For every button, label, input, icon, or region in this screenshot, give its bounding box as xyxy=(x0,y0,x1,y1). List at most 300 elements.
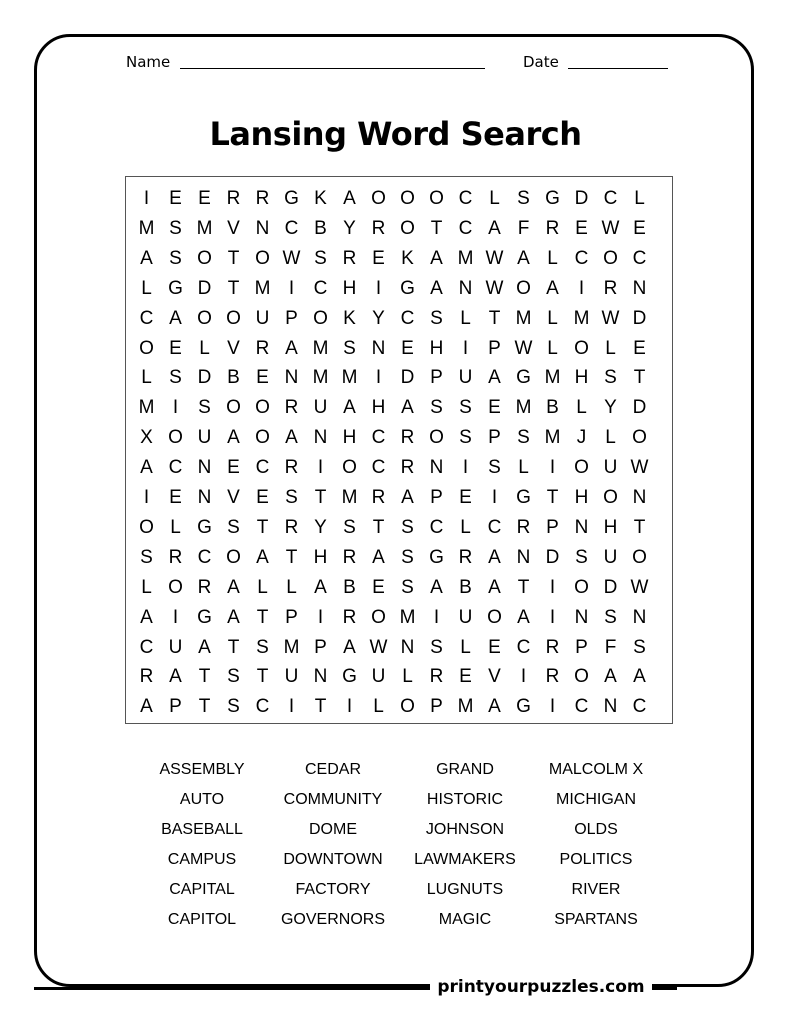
grid-cell[interactable]: C xyxy=(516,636,531,658)
grid-cell[interactable]: N xyxy=(400,636,415,658)
grid-cell[interactable]: A xyxy=(198,636,211,658)
grid-cell[interactable]: S xyxy=(140,546,153,568)
grid-cell[interactable]: G xyxy=(516,487,531,508)
grid-cell[interactable]: E xyxy=(372,247,385,269)
grid-cell[interactable]: R xyxy=(284,457,299,479)
grid-cell[interactable]: O xyxy=(255,247,270,269)
grid-cell[interactable]: P xyxy=(285,606,298,628)
grid-cell[interactable]: B xyxy=(314,217,327,239)
grid-cell[interactable]: F xyxy=(604,636,617,658)
grid-cell[interactable]: O xyxy=(371,606,386,628)
grid-cell[interactable]: N xyxy=(284,367,299,389)
grid-cell[interactable]: O xyxy=(226,546,241,568)
grid-cell[interactable]: M xyxy=(312,367,329,389)
grid-cell[interactable]: S xyxy=(575,546,588,568)
grid-cell[interactable]: N xyxy=(313,666,328,688)
grid-cell[interactable]: C xyxy=(371,427,386,449)
grid-cell[interactable]: A xyxy=(140,247,153,269)
grid-cell[interactable]: O xyxy=(429,427,444,449)
grid-cell[interactable]: U xyxy=(458,606,473,628)
grid-cell[interactable]: A xyxy=(401,487,414,508)
grid-cell[interactable]: M xyxy=(196,217,213,239)
grid-cell[interactable]: H xyxy=(429,337,444,359)
grid-cell[interactable]: D xyxy=(400,367,415,389)
grid-cell[interactable]: T xyxy=(198,666,211,688)
grid-cell[interactable]: K xyxy=(343,307,356,329)
grid-cell[interactable]: U xyxy=(458,367,473,389)
grid-cell[interactable]: M xyxy=(457,247,474,269)
grid-cell[interactable]: A xyxy=(488,367,501,389)
grid-cell[interactable]: U xyxy=(168,636,183,658)
grid-cell[interactable]: W xyxy=(601,307,620,329)
grid-cell[interactable]: A xyxy=(430,277,443,299)
grid-cell[interactable]: I xyxy=(375,367,382,389)
grid-cell[interactable]: S xyxy=(633,636,646,658)
grid-cell[interactable]: A xyxy=(343,188,356,209)
grid-cell[interactable]: I xyxy=(520,666,527,688)
grid-cell[interactable]: I xyxy=(578,277,585,299)
grid-cell[interactable]: S xyxy=(314,247,327,269)
grid-cell[interactable]: N xyxy=(603,696,618,718)
grid-cell[interactable]: A xyxy=(517,606,530,628)
grid-cell[interactable]: N xyxy=(574,516,589,538)
grid-cell[interactable]: H xyxy=(342,277,357,299)
grid-cell[interactable]: C xyxy=(574,247,589,269)
grid-cell[interactable]: C xyxy=(168,457,183,479)
grid-cell[interactable]: L xyxy=(634,188,645,209)
grid-cell[interactable]: I xyxy=(317,457,324,479)
grid-cell[interactable]: C xyxy=(371,457,386,479)
grid-cell[interactable]: C xyxy=(139,307,154,329)
grid-cell[interactable]: O xyxy=(255,397,270,419)
grid-cell[interactable]: S xyxy=(488,457,501,479)
grid-cell[interactable]: G xyxy=(168,277,183,299)
grid-cell[interactable]: U xyxy=(197,427,212,449)
grid-cell[interactable]: E xyxy=(633,337,646,359)
grid-cell[interactable]: N xyxy=(632,277,647,299)
grid-cell[interactable]: M xyxy=(544,367,561,389)
grid-cell[interactable]: T xyxy=(314,487,327,508)
grid-cell[interactable]: T xyxy=(227,277,240,299)
grid-cell[interactable]: L xyxy=(518,457,529,479)
grid-cell[interactable]: M xyxy=(515,397,532,419)
grid-cell[interactable]: L xyxy=(605,337,616,359)
grid-cell[interactable]: L xyxy=(460,307,471,329)
grid-cell[interactable]: I xyxy=(549,606,556,628)
grid-cell[interactable]: O xyxy=(226,397,241,419)
grid-cell[interactable]: N xyxy=(429,457,444,479)
grid-cell[interactable]: A xyxy=(343,636,356,658)
grid-cell[interactable]: N xyxy=(197,487,212,508)
grid-cell[interactable]: N xyxy=(574,606,589,628)
grid-cell[interactable]: M xyxy=(341,487,358,508)
grid-cell[interactable]: C xyxy=(603,188,618,209)
grid-cell[interactable]: C xyxy=(574,696,589,718)
grid-cell[interactable]: C xyxy=(255,457,270,479)
grid-cell[interactable]: N xyxy=(197,457,212,479)
grid-cell[interactable]: O xyxy=(574,666,589,688)
grid-cell[interactable]: W xyxy=(485,277,504,299)
grid-cell[interactable]: O xyxy=(342,457,357,479)
grid-cell[interactable]: S xyxy=(430,307,443,329)
grid-cell[interactable]: S xyxy=(459,427,472,449)
date-field[interactable] xyxy=(568,68,668,69)
grid-cell[interactable]: M xyxy=(515,307,532,329)
grid-cell[interactable]: A xyxy=(488,576,501,598)
grid-cell[interactable]: S xyxy=(169,217,182,239)
grid-cell[interactable]: O xyxy=(603,487,618,508)
grid-cell[interactable]: G xyxy=(516,696,531,718)
grid-cell[interactable]: A xyxy=(372,546,385,568)
grid-cell[interactable]: O xyxy=(574,457,589,479)
grid-cell[interactable]: O xyxy=(400,696,415,718)
grid-cell[interactable]: A xyxy=(140,457,153,479)
grid-cell[interactable]: A xyxy=(604,666,617,688)
grid-cell[interactable]: C xyxy=(139,636,154,658)
grid-cell[interactable]: G xyxy=(197,516,212,538)
grid-cell[interactable]: T xyxy=(314,696,327,718)
grid-cell[interactable]: L xyxy=(141,367,152,389)
grid-cell[interactable]: I xyxy=(462,457,469,479)
grid-cell[interactable]: S xyxy=(198,397,211,419)
grid-cell[interactable]: O xyxy=(168,427,183,449)
grid-cell[interactable]: O xyxy=(371,188,386,209)
grid-cell[interactable]: O xyxy=(487,606,502,628)
grid-cell[interactable]: R xyxy=(197,576,212,598)
grid-cell[interactable]: I xyxy=(172,606,179,628)
grid-cell[interactable]: R xyxy=(516,516,531,538)
grid-cell[interactable]: P xyxy=(430,696,443,718)
grid-cell[interactable]: R xyxy=(400,427,415,449)
grid-cell[interactable]: R xyxy=(342,546,357,568)
grid-cell[interactable]: T xyxy=(256,606,269,628)
grid-cell[interactable]: R xyxy=(168,546,183,568)
grid-cell[interactable]: T xyxy=(633,516,646,538)
grid-cell[interactable]: A xyxy=(169,307,182,329)
grid-cell[interactable]: L xyxy=(605,427,616,449)
grid-cell[interactable]: A xyxy=(488,546,501,568)
grid-cell[interactable]: C xyxy=(632,247,647,269)
grid-cell[interactable]: R xyxy=(545,666,560,688)
grid-cell[interactable]: L xyxy=(460,636,471,658)
grid-cell[interactable]: I xyxy=(317,606,324,628)
grid-cell[interactable]: S xyxy=(459,397,472,419)
grid-cell[interactable]: M xyxy=(312,337,329,359)
grid-cell[interactable]: A xyxy=(546,277,559,299)
grid-cell[interactable]: I xyxy=(433,606,440,628)
grid-cell[interactable]: C xyxy=(632,696,647,718)
grid-cell[interactable]: L xyxy=(286,576,297,598)
grid-cell[interactable]: R xyxy=(255,188,270,209)
grid-cell[interactable]: O xyxy=(632,546,647,568)
grid-cell[interactable]: I xyxy=(288,277,295,299)
grid-cell[interactable]: M xyxy=(254,277,271,299)
grid-cell[interactable]: M xyxy=(544,427,561,449)
grid-cell[interactable]: M xyxy=(341,367,358,389)
grid-cell[interactable]: S xyxy=(343,516,356,538)
grid-cell[interactable]: E xyxy=(459,487,472,508)
grid-cell[interactable]: P xyxy=(488,337,501,359)
grid-cell[interactable]: R xyxy=(400,457,415,479)
grid-cell[interactable]: A xyxy=(140,696,153,718)
grid-cell[interactable]: U xyxy=(371,666,386,688)
grid-cell[interactable]: H xyxy=(313,546,328,568)
grid-cell[interactable]: E xyxy=(401,337,414,359)
grid-cell[interactable]: T xyxy=(227,247,240,269)
grid-cell[interactable]: L xyxy=(547,307,558,329)
grid-cell[interactable]: I xyxy=(143,188,150,209)
grid-cell[interactable]: W xyxy=(282,247,301,269)
grid-cell[interactable]: A xyxy=(285,337,298,359)
grid-cell[interactable]: G xyxy=(400,277,415,299)
grid-cell[interactable]: I xyxy=(462,337,469,359)
grid-cell[interactable]: A xyxy=(488,696,501,718)
grid-cell[interactable]: O xyxy=(197,247,212,269)
grid-cell[interactable]: E xyxy=(169,337,182,359)
grid-cell[interactable]: A xyxy=(488,217,501,239)
grid-cell[interactable]: M xyxy=(457,696,474,718)
grid-cell[interactable]: C xyxy=(313,277,328,299)
grid-cell[interactable]: Y xyxy=(604,397,617,419)
grid-cell[interactable]: S xyxy=(256,636,269,658)
grid-cell[interactable]: A xyxy=(285,427,298,449)
grid-cell[interactable]: U xyxy=(603,546,618,568)
grid-cell[interactable]: W xyxy=(601,217,620,239)
grid-cell[interactable]: R xyxy=(255,337,270,359)
grid-cell[interactable]: K xyxy=(314,188,327,209)
grid-cell[interactable]: N xyxy=(516,546,531,568)
grid-cell[interactable]: R xyxy=(603,277,618,299)
grid-cell[interactable]: S xyxy=(169,247,182,269)
grid-cell[interactable]: R xyxy=(342,606,357,628)
grid-cell[interactable]: U xyxy=(313,397,328,419)
grid-cell[interactable]: P xyxy=(314,636,327,658)
grid-cell[interactable]: C xyxy=(197,546,212,568)
grid-cell[interactable]: S xyxy=(517,427,530,449)
grid-cell[interactable]: T xyxy=(430,217,443,239)
grid-cell[interactable]: A xyxy=(401,397,414,419)
grid-cell[interactable]: B xyxy=(343,576,356,598)
grid-cell[interactable]: V xyxy=(227,487,240,508)
grid-cell[interactable]: G xyxy=(197,606,212,628)
grid-cell[interactable]: T xyxy=(546,487,559,508)
grid-cell[interactable]: U xyxy=(603,457,618,479)
grid-cell[interactable]: L xyxy=(402,666,413,688)
grid-cell[interactable]: L xyxy=(141,277,152,299)
grid-cell[interactable]: O xyxy=(197,307,212,329)
grid-cell[interactable]: S xyxy=(401,516,414,538)
grid-cell[interactable]: O xyxy=(255,427,270,449)
grid-cell[interactable]: D xyxy=(545,546,560,568)
grid-cell[interactable]: N xyxy=(371,337,386,359)
grid-cell[interactable]: A xyxy=(430,576,443,598)
grid-cell[interactable]: E xyxy=(227,457,240,479)
grid-cell[interactable]: I xyxy=(549,576,556,598)
grid-cell[interactable]: H xyxy=(371,397,386,419)
grid-cell[interactable]: I xyxy=(346,696,353,718)
grid-cell[interactable]: L xyxy=(547,337,558,359)
grid-cell[interactable]: C xyxy=(284,217,299,239)
grid-cell[interactable]: P xyxy=(169,696,182,718)
grid-cell[interactable]: I xyxy=(549,457,556,479)
grid-cell[interactable]: N xyxy=(458,277,473,299)
grid-cell[interactable]: W xyxy=(485,247,504,269)
grid-cell[interactable]: D xyxy=(603,576,618,598)
grid-cell[interactable]: O xyxy=(429,188,444,209)
grid-cell[interactable]: V xyxy=(227,217,240,239)
grid-cell[interactable]: G xyxy=(342,666,357,688)
grid-cell[interactable]: M xyxy=(138,397,155,419)
grid-cell[interactable]: O xyxy=(603,247,618,269)
grid-cell[interactable]: T xyxy=(285,546,298,568)
grid-cell[interactable]: C xyxy=(458,188,473,209)
grid-cell[interactable]: P xyxy=(285,307,298,329)
grid-cell[interactable]: I xyxy=(172,397,179,419)
grid-cell[interactable]: T xyxy=(198,696,211,718)
grid-cell[interactable]: T xyxy=(517,576,530,598)
grid-cell[interactable]: I xyxy=(375,277,382,299)
grid-cell[interactable]: S xyxy=(430,397,443,419)
grid-cell[interactable]: H xyxy=(342,427,357,449)
grid-cell[interactable]: E xyxy=(256,367,269,389)
grid-cell[interactable]: E xyxy=(575,217,588,239)
grid-cell[interactable]: R xyxy=(342,247,357,269)
grid-cell[interactable]: H xyxy=(603,516,618,538)
grid-cell[interactable]: M xyxy=(138,217,155,239)
grid-cell[interactable]: B xyxy=(227,367,240,389)
grid-cell[interactable]: O xyxy=(516,277,531,299)
grid-cell[interactable]: P xyxy=(430,487,443,508)
grid-cell[interactable]: B xyxy=(459,576,472,598)
grid-cell[interactable]: V xyxy=(227,337,240,359)
grid-cell[interactable]: A xyxy=(169,666,182,688)
grid-cell[interactable]: L xyxy=(141,576,152,598)
grid-cell[interactable]: E xyxy=(169,188,182,209)
grid-cell[interactable]: S xyxy=(517,188,530,209)
grid-cell[interactable]: C xyxy=(429,516,444,538)
grid-cell[interactable]: E xyxy=(633,217,646,239)
grid-cell[interactable]: N xyxy=(255,217,270,239)
grid-cell[interactable]: A xyxy=(430,247,443,269)
grid-cell[interactable]: E xyxy=(488,397,501,419)
grid-cell[interactable]: T xyxy=(633,367,646,389)
grid-cell[interactable]: O xyxy=(139,337,154,359)
grid-cell[interactable]: Y xyxy=(343,217,356,239)
grid-cell[interactable]: M xyxy=(399,606,416,628)
grid-cell[interactable]: R xyxy=(284,516,299,538)
grid-cell[interactable]: R xyxy=(371,487,386,508)
grid-cell[interactable]: U xyxy=(255,307,270,329)
grid-cell[interactable]: W xyxy=(369,636,388,658)
grid-cell[interactable]: S xyxy=(169,367,182,389)
grid-cell[interactable]: A xyxy=(227,576,240,598)
grid-cell[interactable]: G xyxy=(429,546,444,568)
grid-cell[interactable]: L xyxy=(199,337,210,359)
grid-cell[interactable]: A xyxy=(517,247,530,269)
grid-cell[interactable]: S xyxy=(604,606,617,628)
grid-cell[interactable]: M xyxy=(573,307,590,329)
grid-cell[interactable]: T xyxy=(256,516,269,538)
grid-cell[interactable]: T xyxy=(227,636,240,658)
grid-cell[interactable]: L xyxy=(576,397,587,419)
grid-cell[interactable]: G xyxy=(545,188,560,209)
grid-cell[interactable]: S xyxy=(430,636,443,658)
grid-cell[interactable]: V xyxy=(488,666,501,688)
grid-cell[interactable]: W xyxy=(514,337,533,359)
grid-cell[interactable]: S xyxy=(604,367,617,389)
grid-cell[interactable]: D xyxy=(632,307,647,329)
grid-cell[interactable]: L xyxy=(547,247,558,269)
grid-cell[interactable]: S xyxy=(285,487,298,508)
grid-cell[interactable]: H xyxy=(574,367,589,389)
grid-cell[interactable]: N xyxy=(632,606,647,628)
grid-cell[interactable]: A xyxy=(256,546,269,568)
grid-cell[interactable]: C xyxy=(487,516,502,538)
grid-cell[interactable]: H xyxy=(574,487,589,508)
grid-cell[interactable]: S xyxy=(227,516,240,538)
grid-cell[interactable]: C xyxy=(400,307,415,329)
grid-cell[interactable]: I xyxy=(288,696,295,718)
grid-cell[interactable]: L xyxy=(257,576,268,598)
grid-cell[interactable]: E xyxy=(459,666,472,688)
grid-cell[interactable]: P xyxy=(575,636,588,658)
grid-cell[interactable]: L xyxy=(489,188,500,209)
grid-cell[interactable]: W xyxy=(630,576,649,598)
grid-cell[interactable]: O xyxy=(313,307,328,329)
grid-cell[interactable]: M xyxy=(283,636,300,658)
grid-cell[interactable]: R xyxy=(545,217,560,239)
grid-cell[interactable]: S xyxy=(227,666,240,688)
grid-cell[interactable]: C xyxy=(255,696,270,718)
grid-cell[interactable]: R xyxy=(371,217,386,239)
grid-cell[interactable]: D xyxy=(197,367,212,389)
name-field[interactable] xyxy=(180,68,485,69)
grid-cell[interactable]: A xyxy=(314,576,327,598)
grid-cell[interactable]: E xyxy=(169,487,182,508)
grid-cell[interactable]: S xyxy=(401,576,414,598)
grid-cell[interactable]: A xyxy=(343,397,356,419)
grid-cell[interactable]: P xyxy=(546,516,559,538)
grid-cell[interactable]: Y xyxy=(314,516,327,538)
grid-cell[interactable]: L xyxy=(170,516,181,538)
grid-cell[interactable]: S xyxy=(227,696,240,718)
grid-cell[interactable]: S xyxy=(343,337,356,359)
grid-cell[interactable]: O xyxy=(168,576,183,598)
grid-cell[interactable]: L xyxy=(373,696,384,718)
grid-cell[interactable]: G xyxy=(284,188,299,209)
grid-cell[interactable]: R xyxy=(545,636,560,658)
grid-cell[interactable]: K xyxy=(401,247,414,269)
grid-cell[interactable]: A xyxy=(227,427,240,449)
grid-cell[interactable]: U xyxy=(284,666,299,688)
grid-cell[interactable]: L xyxy=(460,516,471,538)
grid-cell[interactable]: O xyxy=(632,427,647,449)
grid-cell[interactable]: P xyxy=(488,427,501,449)
grid-cell[interactable]: O xyxy=(574,576,589,598)
grid-cell[interactable]: J xyxy=(576,427,587,449)
grid-cell[interactable]: T xyxy=(372,516,385,538)
grid-cell[interactable]: T xyxy=(488,307,501,329)
grid-cell[interactable]: S xyxy=(401,546,414,568)
grid-cell[interactable]: R xyxy=(139,666,154,688)
grid-cell[interactable]: N xyxy=(632,487,647,508)
grid-cell[interactable]: D xyxy=(197,277,212,299)
grid-cell[interactable]: D xyxy=(574,188,589,209)
grid-cell[interactable]: B xyxy=(546,397,559,419)
grid-cell[interactable]: A xyxy=(140,606,153,628)
grid-cell[interactable]: R xyxy=(284,397,299,419)
grid-cell[interactable]: E xyxy=(256,487,269,508)
